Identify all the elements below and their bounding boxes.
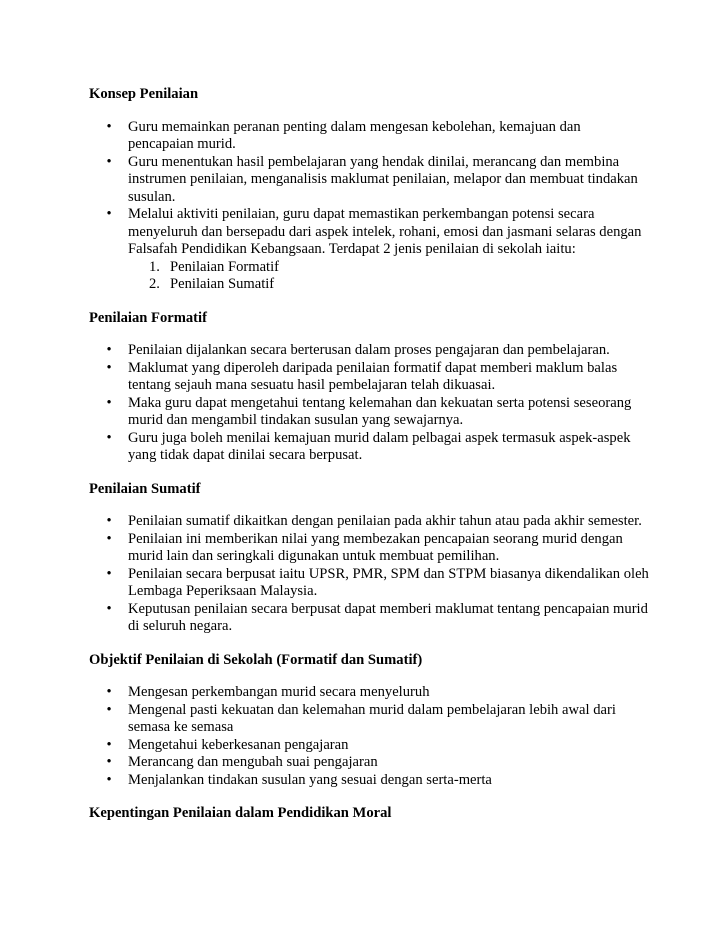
list-item-text: Maka guru dapat mengetahui tentang kelemahan dan kekuatan serta potensi seseorang murid dan mengambil tindakan susulan yang sewajarnya.	[128, 394, 632, 428]
bullet-icon: •	[106, 153, 112, 170]
bullet-icon: •	[106, 736, 112, 753]
list-item-text: Mengesan perkembangan murid secara menyeluruh	[128, 684, 430, 700]
list-item	[89, 566, 649, 601]
section-heading: Penilaian Formatif	[89, 309, 207, 326]
list-item	[89, 360, 649, 395]
list-item-text: Guru juga boleh menilai kemajuan murid dalam pelbagai aspek termasuk aspek-aspek yang tidak dapat dinilai secara berpusat.	[128, 429, 631, 463]
section-heading: Objektif Penilaian di Sekolah (Formatif dan Sumatif)	[89, 651, 423, 668]
bullet-list	[89, 119, 649, 294]
bullet-icon: •	[106, 771, 112, 788]
bullet-icon: •	[106, 359, 112, 376]
bullet-icon: •	[106, 600, 112, 617]
list-item	[89, 154, 649, 207]
bullet-list	[89, 513, 649, 636]
list-item-text: Melalui aktiviti penilaian, guru dapat memastikan perkembangan potensi secara menyeluruh dan bersepadu dari aspek intelek, rohani, emosi dan jasmani selaras dengan Falsafah Pendidikan Kebangsaan. Terdapat 2 jenis penilaian di sekolah iaitu:	[128, 206, 642, 257]
bullet-icon: •	[106, 701, 112, 718]
section-heading: Konsep Penilaian	[89, 86, 199, 102]
list-item-text: Penilaian sumatif dikaitkan dengan penilaian pada akhir tahun atau pada akhir semester.	[128, 513, 642, 529]
bullet-icon: •	[106, 342, 112, 358]
list-item	[89, 119, 649, 154]
list-item-text: Penilaian dijalankan secara berterusan dalam proses pengajaran dan pembelajaran.	[128, 342, 610, 358]
list-item	[89, 531, 649, 566]
bullet-list	[89, 684, 649, 789]
numbered-item-text: Penilaian Formatif	[170, 258, 280, 275]
section-konsep-penilaian	[89, 86, 649, 294]
section-objektif-penilaian	[89, 652, 649, 790]
item-number: 1.	[149, 258, 160, 275]
list-item	[89, 513, 649, 531]
bullet-icon: •	[106, 754, 112, 770]
bullet-icon: •	[106, 684, 112, 700]
list-item-text: Merancang dan mengubah suai pengajaran	[128, 754, 378, 770]
list-item-text: Maklumat yang diperoleh daripada penilaian formatif dapat memberi maklum balas tentang sejauh mana sesuatu hasil pembelajaran telah dikuasai.	[128, 359, 618, 393]
bullet-list	[89, 342, 649, 465]
list-item	[89, 702, 649, 737]
list-item-text: Guru memainkan peranan penting dalam mengesan kebolehan, kemajuan dan pencapaian murid.	[128, 118, 581, 152]
numbered-item	[149, 276, 649, 294]
section-kepentingan-penilaian	[89, 805, 649, 823]
section-penilaian-formatif	[89, 310, 649, 465]
list-item	[89, 737, 649, 755]
bullet-icon: •	[106, 429, 112, 446]
bullet-icon: •	[106, 394, 112, 411]
bullet-icon: •	[106, 530, 112, 547]
list-item-text: Keputusan penilaian secara berpusat dapat memberi maklumat tentang pencapaian murid di seluruh negara.	[128, 600, 648, 634]
list-item-text: Penilaian ini memberikan nilai yang membezakan pencapaian seorang murid dengan murid lain dan seringkali digunakan untuk membuat pemilihan.	[128, 530, 623, 564]
numbered-list	[128, 259, 649, 294]
section-penilaian-sumatif	[89, 481, 649, 636]
item-number: 2.	[149, 276, 160, 292]
numbered-item	[149, 259, 649, 277]
list-item-text: Mengetahui keberkesanan pengajaran	[128, 736, 349, 753]
list-item-text: Penilaian secara berpusat iaitu UPSR, PMR, SPM dan STPM biasanya dikendalikan oleh Lembaga Peperiksaan Malaysia.	[128, 565, 649, 599]
bullet-icon: •	[106, 513, 112, 529]
list-item	[89, 430, 649, 465]
list-item	[89, 754, 649, 772]
section-heading: Kepentingan Penilaian dalam Pendidikan Moral	[89, 805, 392, 821]
bullet-icon: •	[106, 118, 112, 135]
list-item	[89, 342, 649, 360]
list-item	[89, 684, 649, 702]
list-item	[89, 772, 649, 790]
list-item	[89, 601, 649, 636]
document-body	[89, 86, 649, 823]
list-item-text: Mengenal pasti kekuatan dan kelemahan murid dalam pembelajaran lebih awal dari semasa ke semasa	[128, 701, 616, 735]
section-heading: Penilaian Sumatif	[89, 480, 201, 497]
bullet-icon: •	[106, 565, 112, 582]
numbered-item-text: Penilaian Sumatif	[170, 276, 275, 292]
list-item	[89, 206, 649, 294]
bullet-icon: •	[106, 206, 112, 222]
list-item-text: Menjalankan tindakan susulan yang sesuai dengan serta-merta	[128, 771, 492, 788]
list-item	[89, 395, 649, 430]
list-item-text: Guru menentukan hasil pembelajaran yang hendak dinilai, merancang dan membina instrumen penilaian, menganalisis maklumat penilaian, melapor dan membuat tindakan susulan.	[128, 153, 638, 205]
